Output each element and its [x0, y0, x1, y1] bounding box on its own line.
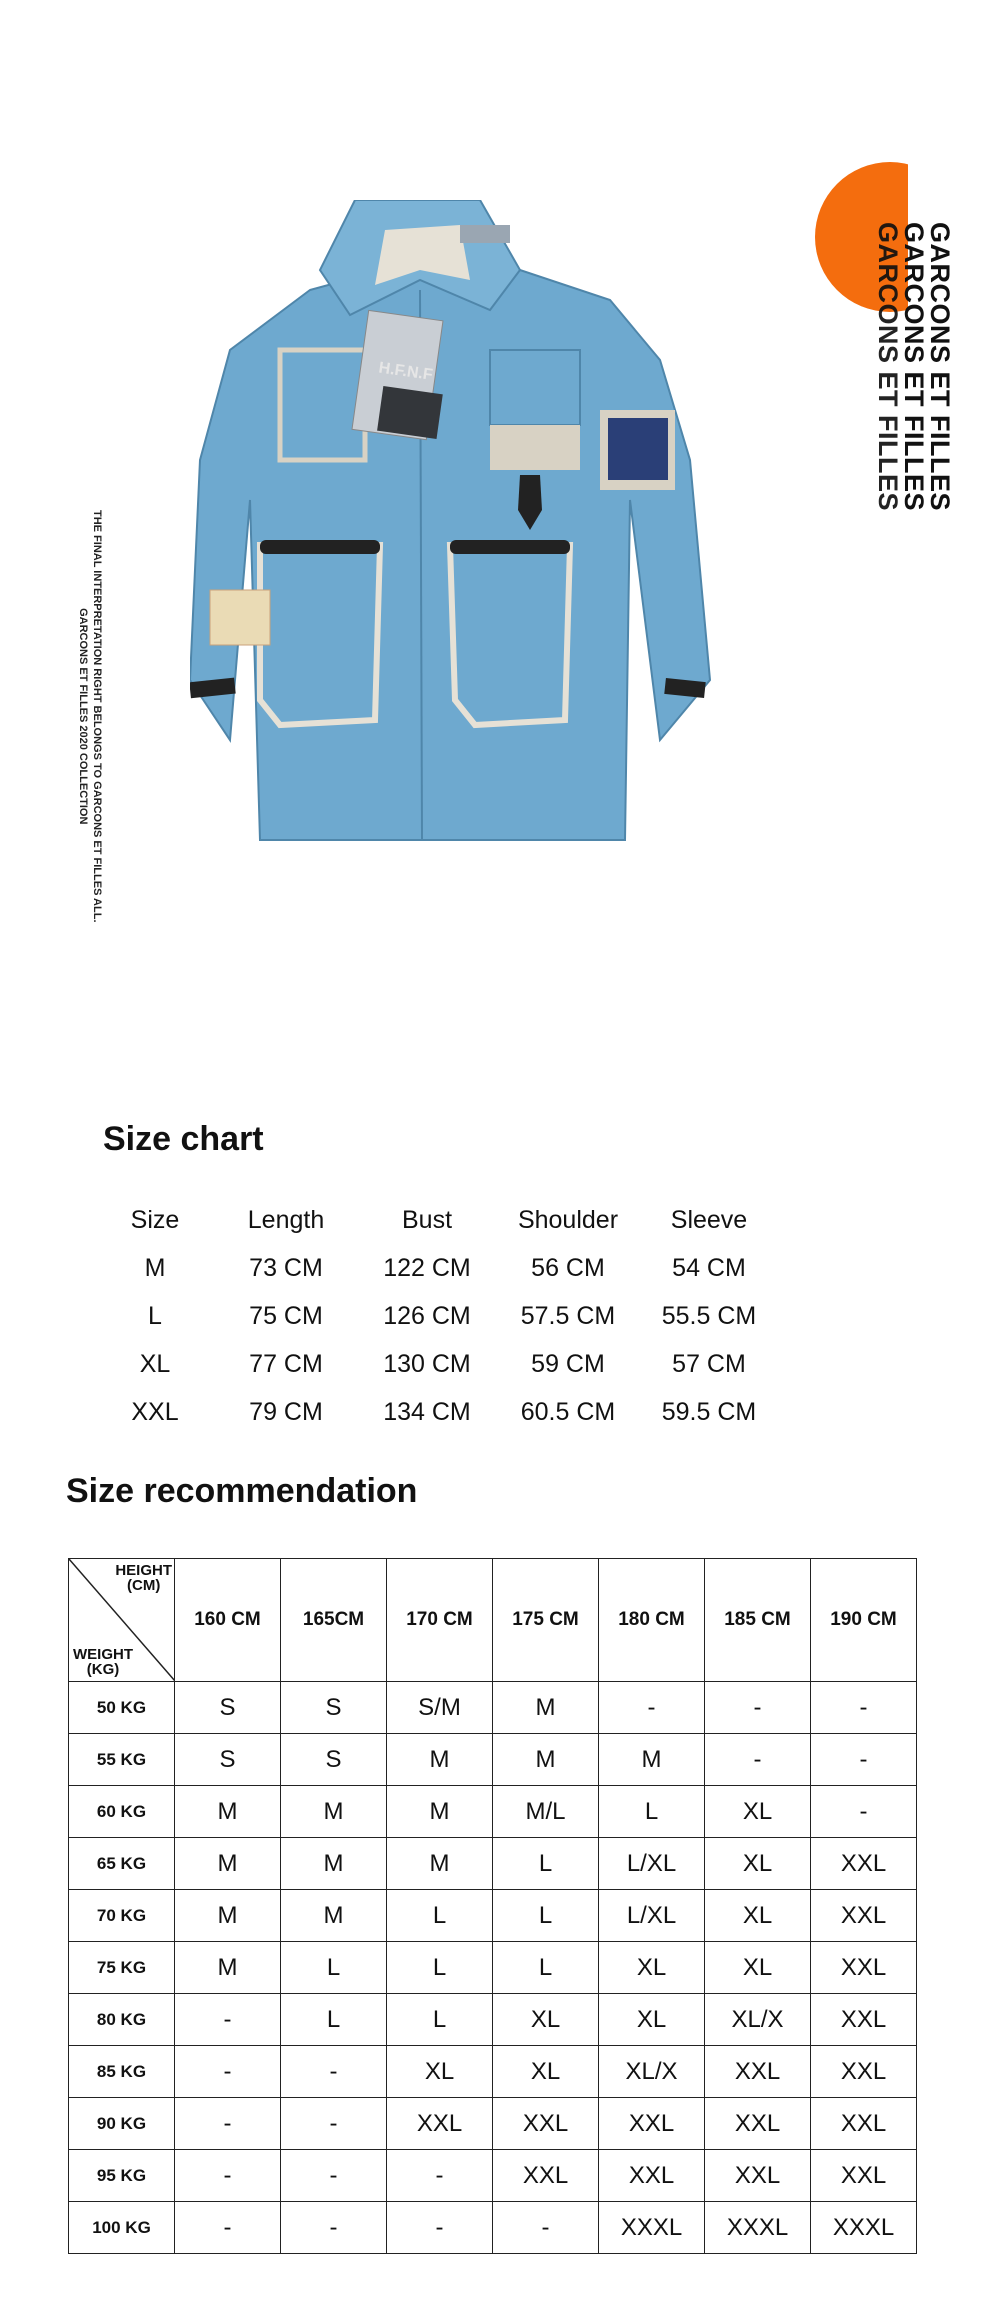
size-cell: XXL	[599, 2098, 705, 2150]
product-hero	[0, 0, 1000, 1060]
size-cell: S	[281, 1734, 387, 1786]
table-row	[69, 2098, 917, 2150]
size-cell: -	[811, 1682, 917, 1734]
size-cell: S	[281, 1682, 387, 1734]
size-cell: L	[387, 1942, 493, 1994]
size-cell: XXL	[599, 2150, 705, 2202]
table-cell: 126 CM	[383, 1301, 471, 1330]
size-cell: L	[493, 1838, 599, 1890]
height-header-cell: 185 CM	[705, 1559, 811, 1682]
size-cell: M	[599, 1734, 705, 1786]
table-cell: XXL	[131, 1397, 179, 1426]
size-cell: XL	[705, 1890, 811, 1942]
size-cell: XL/X	[599, 2046, 705, 2098]
table-cell: 77 CM	[249, 1349, 323, 1378]
size-cell: L	[599, 1786, 705, 1838]
table-row	[69, 2202, 917, 2254]
header-cell: Length	[247, 1205, 325, 1234]
size-cell: XXXL	[599, 2202, 705, 2254]
table-cell: 59.5 CM	[661, 1397, 757, 1426]
size-chart-title: Size chart	[103, 1120, 264, 1158]
size-cell: M	[175, 1890, 281, 1942]
weight-row-label: 70 KG	[69, 1890, 175, 1942]
size-cell: M	[281, 1838, 387, 1890]
size-cell: -	[705, 1734, 811, 1786]
table-cell: 75 CM	[249, 1301, 323, 1330]
table-row	[95, 1244, 779, 1292]
table-row	[69, 1942, 917, 1994]
size-cell: XL/X	[705, 1994, 811, 2046]
size-cell: XXL	[811, 1942, 917, 1994]
size-cell: XXL	[705, 2046, 811, 2098]
table-row	[95, 1292, 779, 1340]
size-cell: M	[281, 1890, 387, 1942]
size-cell: XL	[599, 1994, 705, 2046]
size-cell: XXL	[705, 2150, 811, 2202]
table-cell: 59 CM	[531, 1349, 605, 1378]
size-cell: S	[175, 1682, 281, 1734]
size-cell: M	[175, 1942, 281, 1994]
height-header-cell: 165CM	[281, 1559, 387, 1682]
table-cell: 122 CM	[383, 1253, 471, 1282]
table-cell: L	[148, 1301, 162, 1330]
table-cell: 60.5 CM	[520, 1397, 616, 1426]
table-row	[69, 1786, 917, 1838]
table-row	[69, 1838, 917, 1890]
size-cell: M	[175, 1838, 281, 1890]
weight-row-label: 65 KG	[69, 1838, 175, 1890]
size-cell: -	[281, 2046, 387, 2098]
brand-line: GARCONS ET FILLES	[899, 222, 929, 512]
size-cell: L	[281, 1942, 387, 1994]
size-cell: M	[387, 1838, 493, 1890]
table-cell: 56 CM	[531, 1253, 605, 1282]
size-recommendation-title: Size recommendation	[66, 1472, 418, 1510]
size-cell: XXL	[811, 1838, 917, 1890]
size-cell: XL	[705, 1786, 811, 1838]
size-cell: L	[493, 1942, 599, 1994]
size-cell: -	[493, 2202, 599, 2254]
size-cell: XXL	[493, 2150, 599, 2202]
size-cell: XXL	[493, 2098, 599, 2150]
weight-row-label: 85 KG	[69, 2046, 175, 2098]
weight-row-label: 90 KG	[69, 2098, 175, 2150]
table-cell: 73 CM	[249, 1253, 323, 1282]
height-unit: (CM)	[127, 1577, 161, 1594]
size-cell: M	[493, 1682, 599, 1734]
table-row	[69, 2150, 917, 2202]
size-cell: -	[811, 1786, 917, 1838]
weight-row-label: 100 KG	[69, 2202, 175, 2254]
legal-line: THE FINAL INTERPRETATION RIGHT BELONGS TO GARCONS ET FILLES ALL.	[91, 510, 103, 923]
size-cell: L	[387, 1890, 493, 1942]
brand-line: GARCONS ET FILLES	[925, 222, 955, 512]
size-cell: XXL	[811, 1994, 917, 2046]
header-cell: Size	[130, 1205, 180, 1234]
size-cell: XXL	[705, 2098, 811, 2150]
table-cell: 55.5 CM	[661, 1301, 757, 1330]
jacket-image	[190, 200, 790, 850]
size-cell: -	[599, 1682, 705, 1734]
header-cell: Bust	[401, 1205, 453, 1234]
size-cell: M	[175, 1786, 281, 1838]
height-header-cell: 180 CM	[599, 1559, 705, 1682]
size-cell: XL	[705, 1838, 811, 1890]
size-cell: XXL	[811, 1890, 917, 1942]
table-cell: 54 CM	[672, 1253, 746, 1282]
size-cell: XXL	[811, 2150, 917, 2202]
size-recommendation-table	[68, 1558, 917, 2254]
size-cell: -	[281, 2098, 387, 2150]
header-cell: Sleeve	[670, 1205, 748, 1234]
size-cell: -	[175, 2150, 281, 2202]
table-row	[69, 1890, 917, 1942]
size-cell: -	[175, 2202, 281, 2254]
weight-row-label: 50 KG	[69, 1682, 175, 1734]
weight-row-label: 80 KG	[69, 1994, 175, 2046]
table-row	[69, 1734, 917, 1786]
weight-unit: (KG)	[86, 1661, 120, 1678]
size-cell: -	[175, 1994, 281, 2046]
size-cell: L/XL	[599, 1838, 705, 1890]
table-row	[69, 2046, 917, 2098]
size-cell: S/M	[387, 1682, 493, 1734]
size-cell: XL	[387, 2046, 493, 2098]
table-cell: 57 CM	[672, 1349, 746, 1378]
size-cell: -	[281, 2202, 387, 2254]
table-row	[95, 1388, 779, 1436]
table-row	[69, 1682, 917, 1734]
height-header-cell: 190 CM	[811, 1559, 917, 1682]
size-cell: L	[281, 1994, 387, 2046]
weight-row-label: 60 KG	[69, 1786, 175, 1838]
weight-row-label: 75 KG	[69, 1942, 175, 1994]
size-cell: XXL	[811, 2098, 917, 2150]
size-cell: -	[387, 2202, 493, 2254]
weight-row-label: 55 KG	[69, 1734, 175, 1786]
brand-line: GARCONS ET FILLES	[873, 222, 903, 512]
height-header-cell: 160 CM	[175, 1559, 281, 1682]
table-cell: XL	[139, 1349, 171, 1378]
size-cell: -	[175, 2098, 281, 2150]
size-cell: M/L	[493, 1786, 599, 1838]
corner-header-cell	[69, 1559, 175, 1682]
size-cell: XL	[705, 1942, 811, 1994]
table-cell: 57.5 CM	[520, 1301, 616, 1330]
height-header-cell: 170 CM	[387, 1559, 493, 1682]
table-cell: 130 CM	[383, 1349, 471, 1378]
size-cell: M	[387, 1786, 493, 1838]
legal-line: GARCONS ET FILLES 2020 COLLECTION	[77, 608, 89, 825]
weight-label: WEIGHT	[73, 1646, 133, 1663]
size-cell: L	[493, 1890, 599, 1942]
size-cell: XL	[493, 2046, 599, 2098]
size-cell: L	[387, 1994, 493, 2046]
header-cell: Shoulder	[517, 1205, 619, 1234]
table-header-row	[95, 1196, 779, 1244]
size-chart-table	[95, 1196, 779, 1436]
size-cell: S	[175, 1734, 281, 1786]
table-row	[69, 1994, 917, 2046]
size-cell: XXL	[811, 2046, 917, 2098]
table-cell: 134 CM	[383, 1397, 471, 1426]
size-cell: XXXL	[705, 2202, 811, 2254]
table-row	[95, 1340, 779, 1388]
size-cell: L/XL	[599, 1890, 705, 1942]
height-axis-label	[115, 1563, 172, 1593]
size-cell: XL	[493, 1994, 599, 2046]
size-cell: -	[175, 2046, 281, 2098]
size-cell: M	[387, 1734, 493, 1786]
size-cell: -	[811, 1734, 917, 1786]
svg-text:H.F.N.F: H.F.N.F	[377, 359, 434, 384]
size-cell: XL	[599, 1942, 705, 1994]
height-label: HEIGHT	[115, 1562, 172, 1579]
size-cell: -	[387, 2150, 493, 2202]
height-header-cell: 175 CM	[493, 1559, 599, 1682]
size-cell: XXXL	[811, 2202, 917, 2254]
size-cell: -	[281, 2150, 387, 2202]
table-cell: 79 CM	[249, 1397, 323, 1426]
table-cell: M	[144, 1253, 166, 1282]
table-header-row	[69, 1559, 917, 1682]
brand-vertical-text	[875, 222, 953, 511]
size-cell: -	[705, 1682, 811, 1734]
legal-vertical-text	[76, 510, 104, 923]
weight-row-label: 95 KG	[69, 2150, 175, 2202]
size-cell: M	[493, 1734, 599, 1786]
size-cell: M	[281, 1786, 387, 1838]
size-cell: XXL	[387, 2098, 493, 2150]
weight-axis-label	[73, 1647, 133, 1677]
